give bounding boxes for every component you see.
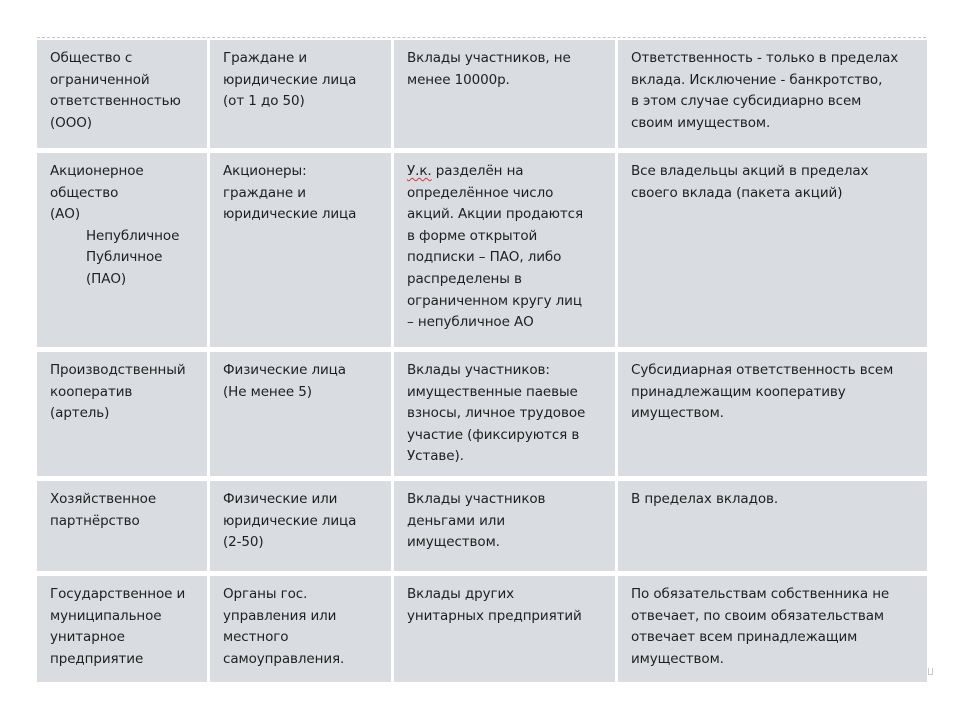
cell-text-line: Физические или [223,491,338,507]
cell-text-line: муниципальное [50,607,162,624]
cell-text-line: (АО) [50,206,80,223]
cell-text-line: Субсидиарная ответственность всем [631,362,894,378]
cell-text-line: своего вклада (пакета акций) [631,184,843,201]
cell-text-line: участие (фиксируются в [407,426,580,443]
cell-text-line: деньгами или [407,512,506,529]
table-cell [618,576,927,682]
cell-text-line: ограниченной [50,71,150,88]
cell-text-line: определённое число [407,184,554,201]
table-cell [394,481,615,571]
cell-text-line: отвечает, по своим обязательствам [631,607,884,624]
cell-text-line: (ООО) [50,114,92,131]
cell-text-line: юридические лица [223,206,357,223]
cell-text-line: унитарное [50,629,125,646]
cell-text-line: вклада. Исключение - банкротство, [631,71,883,88]
spellcheck-underlined-word: У.к. [407,163,432,179]
cell-text-line: распределены в [407,270,522,287]
cell-text-line: отвечает всем принадлежащим [631,629,858,646]
cell-text-line: Непубличное [86,227,180,244]
top-divider [37,37,926,38]
cell-text-line: Вклады участников [407,491,546,507]
cell-text-line: имуществом. [631,405,724,422]
cell-text-line: Акционерное [50,163,144,179]
cell-text-line: (от 1 до 50) [223,93,305,110]
legal-forms-table [37,40,926,670]
table-cell [210,481,391,571]
cell-text-line: юридические лица [223,512,357,529]
cell-text-line: в форме открытой [407,227,538,244]
cell-text-line: Вклады других [407,586,515,602]
cell-text-line: самоуправления. [223,650,345,667]
table-cell [210,153,391,347]
page-corner-mark [928,668,933,675]
cell-text-line: По обязательствам собственника не [631,586,890,602]
cell-text-line: предприятие [50,650,144,667]
table-cell [37,153,207,347]
cell-text-line: Публичное [86,249,163,266]
table-cell [37,352,207,476]
cell-text-line: взносы, личное трудовое [407,405,586,422]
cell-text-line: управления или [223,607,337,624]
table-cell [394,352,615,476]
cell-text-line: – непубличное АО [407,314,534,331]
table-cell [394,153,615,347]
cell-text-line: Вклады участников, не [407,50,571,66]
cell-text-line: граждане и [223,184,306,201]
table-cell [37,40,207,148]
table-cell [210,576,391,682]
cell-text-line: Уставе). [407,448,464,465]
table-cell [618,481,927,571]
table-cell [394,576,615,682]
cell-text-line: Общество с [50,50,133,66]
cell-text-line: Все владельцы акций в пределах [631,163,869,179]
cell-text-line: унитарных предприятий [407,607,582,624]
table-cell [618,153,927,347]
cell-text-line: акций. Акции продаются [407,206,583,223]
cell-text-line: Государственное и [50,586,186,602]
table-cell [618,40,927,148]
cell-text-line: общество [50,184,119,201]
cell-text-line: имуществом. [631,650,724,667]
cell-text-line: менее 10000р. [407,71,510,88]
table-cell [210,40,391,148]
table-cell [37,576,207,682]
cell-text-line: партнёрство [50,512,140,529]
cell-text-line: в этом случае субсидиарно всем [631,93,862,110]
cell-text-line: Органы гос. [223,586,308,602]
cell-text-line: своим имуществом. [631,114,771,131]
cell-text-line: ограниченном кругу лиц [407,292,582,309]
table-cell [37,481,207,571]
cell-text-line: В пределах вкладов. [631,491,779,507]
cell-text-line: ответственностью [50,93,181,110]
cell-text-line: имущественные паевые [407,383,578,400]
cell-text-line: юридические лица [223,71,357,88]
cell-text-line: Граждане и [223,50,308,66]
cell-text-line: кооператив [50,383,133,400]
cell-text-line: (ПАО) [86,270,127,287]
cell-text-line: Физические лица [223,362,346,378]
table-cell [210,352,391,476]
cell-text-line: Ответственность - только в пределах [631,50,899,66]
cell-text-line: Хозяйственное [50,491,157,507]
cell-text-line: (артель) [50,405,110,422]
cell-text-line: принадлежащим кооперативу [631,383,846,400]
cell-text-line: (Не менее 5) [223,383,312,400]
cell-text-line: местного [223,629,289,646]
cell-text-line: подписки – ПАО, либо [407,249,562,266]
table-cell [394,40,615,148]
line-remainder: разделён на [431,163,524,179]
table-cell [618,352,927,476]
cell-text-line: Вклады участников: [407,362,550,378]
cell-text-line: Акционеры: [223,163,307,179]
cell-text-line [407,161,605,183]
cell-text-line: (2-50) [223,534,264,551]
cell-text-line: Производственный [50,362,186,378]
cell-text-line: имуществом. [407,534,500,551]
